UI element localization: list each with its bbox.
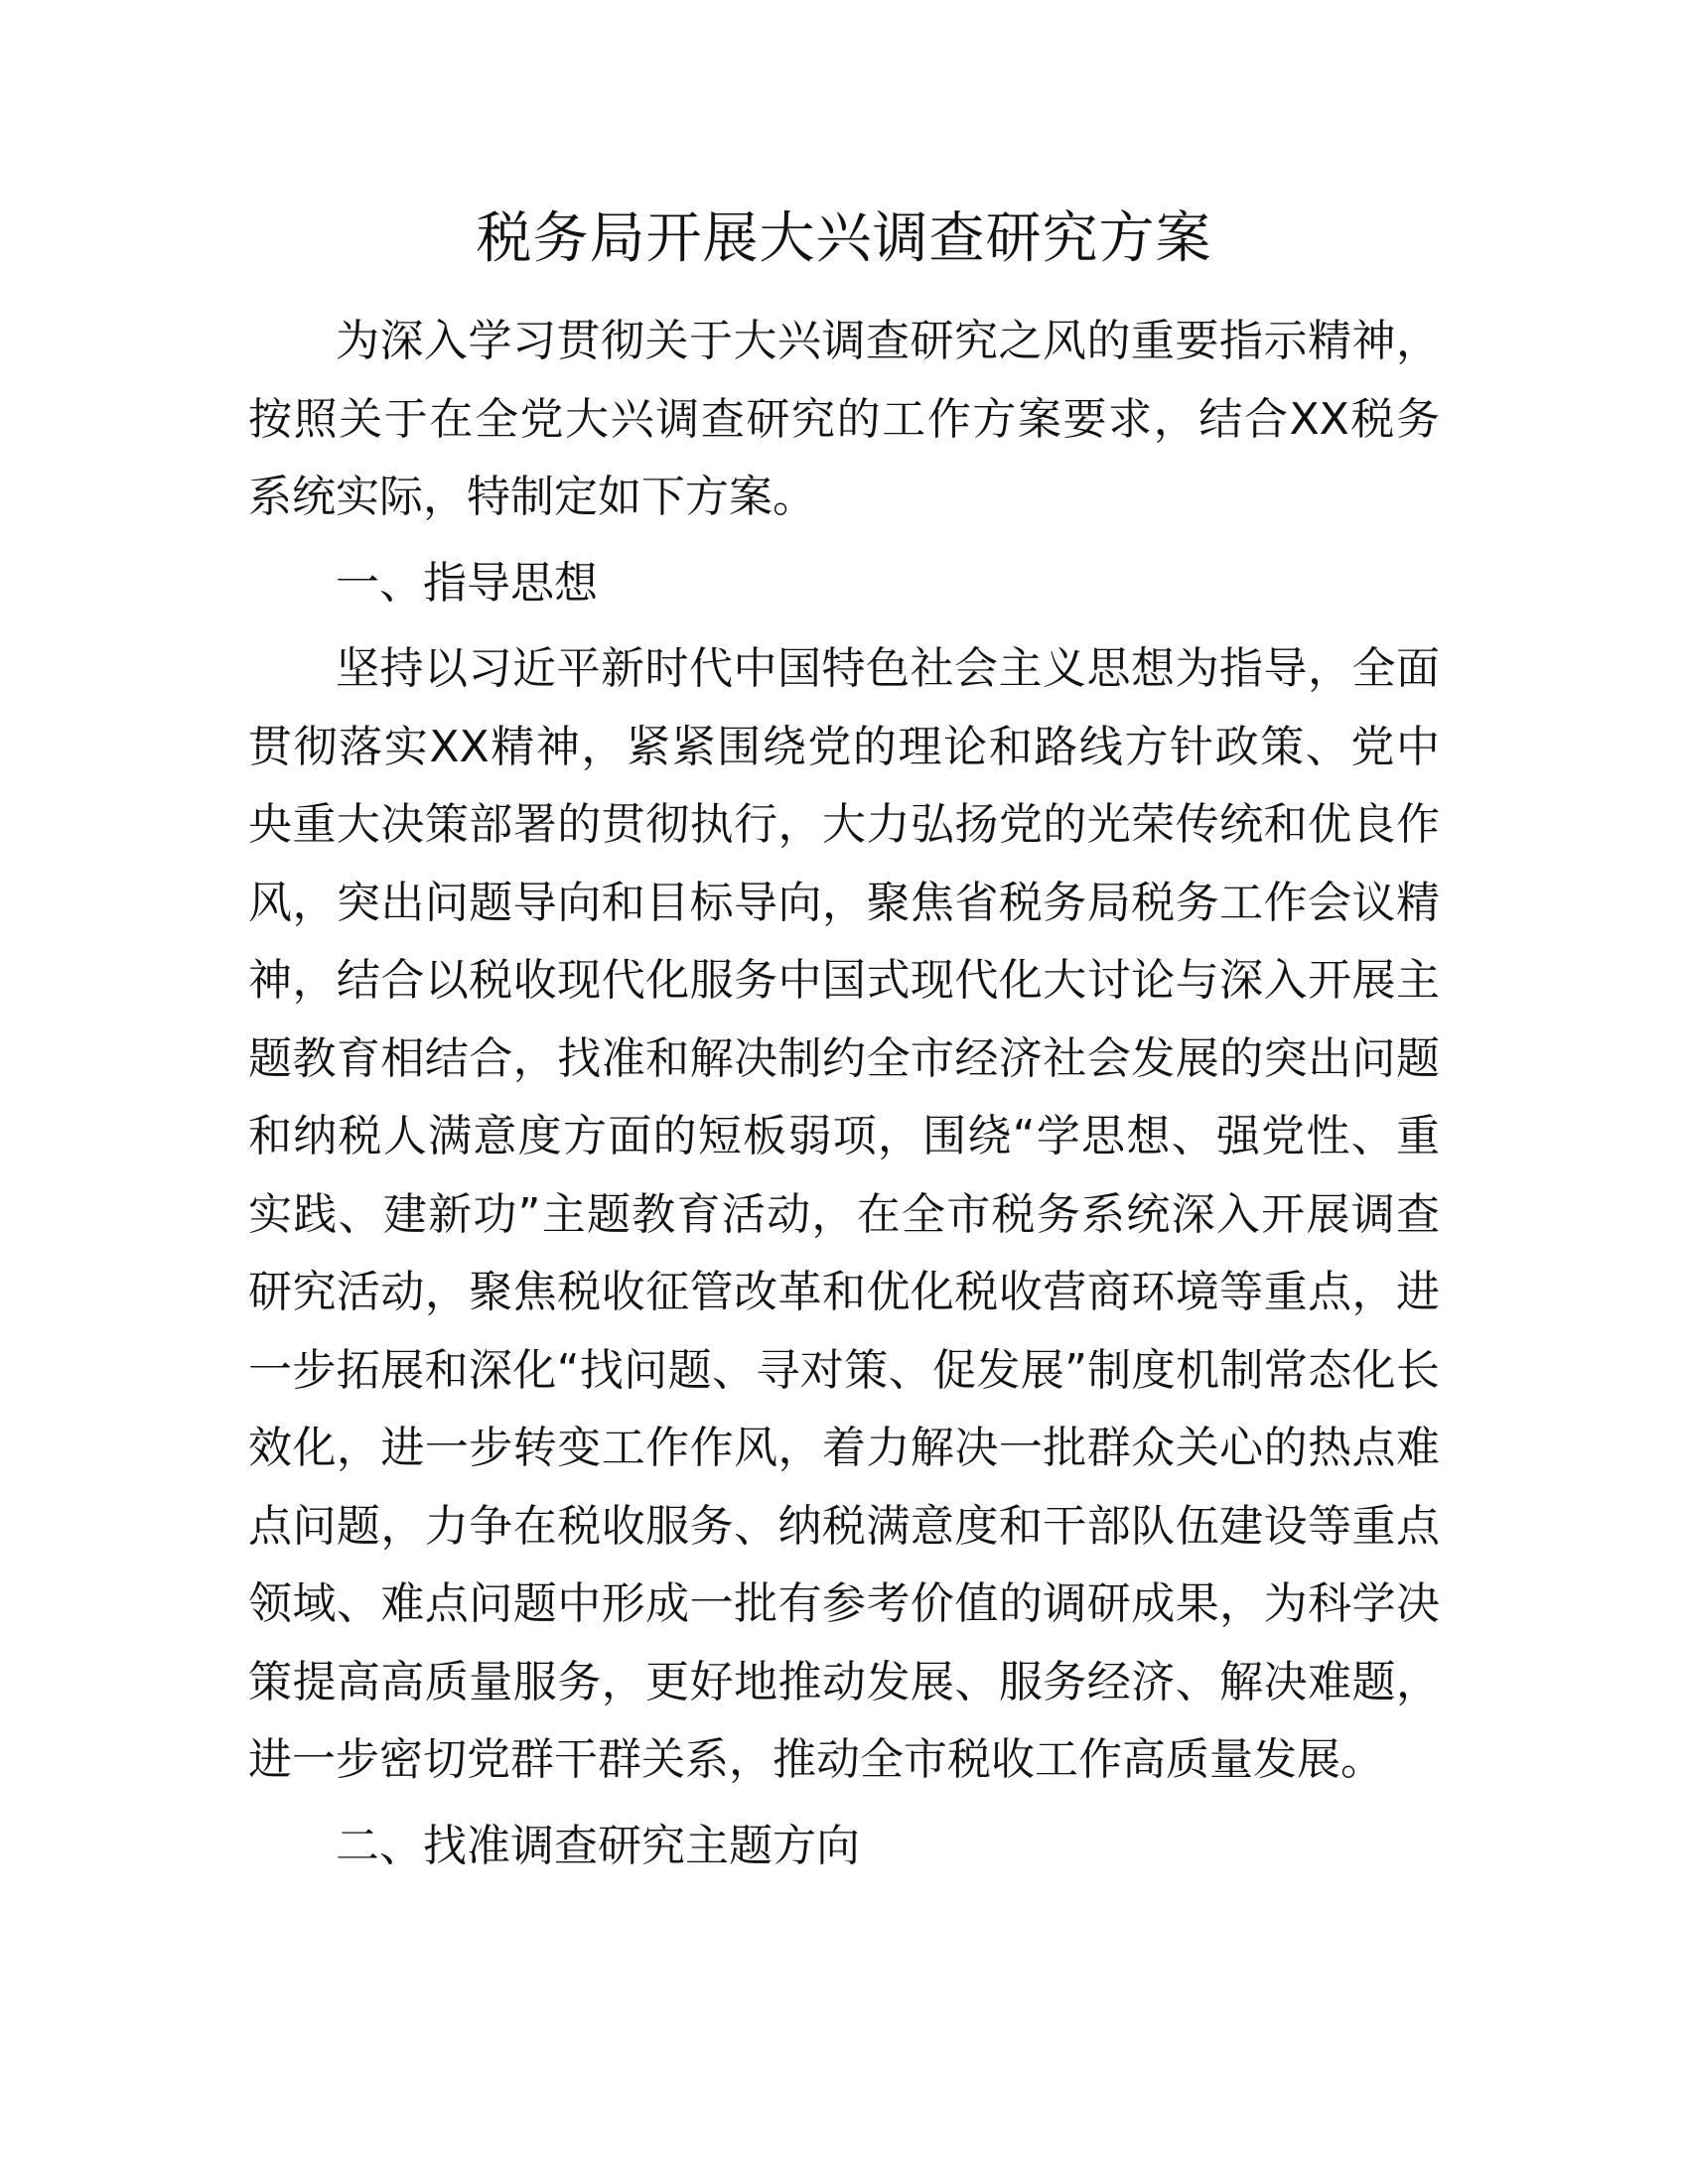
document-body bbox=[248, 303, 1440, 1893]
section-heading-guiding-ideology: 一、指导思想 bbox=[336, 557, 598, 609]
document-title: 税务局开展大兴调查研究方案 bbox=[476, 206, 1212, 271]
guiding-ideology-paragraph: 坚持以习近平新时代中国特色社会主义思想为指导，全面贯彻落实XX精神，紧紧围绕党的理论和路线方针政策、党中央重大决策部署的贯彻执行，大力弘扬党的光荣传统和优良作风，突出问题导向和目标导向，聚焦省税务局税务工作会议精神，结合以税收现代化服务中国式现代化大讨论与深入开展主题教育相结合，找准和解决制约全市经济社会发展的突出问题和纳税人满意度方面的短板弱项，围绕“学思想、强党性、重实践、建新功”主题教育活动，在全市税务系统深入开展调查研究活动，聚焦税收征管改革和优化税收营商环境等重点，进一步拓展和深化“找问题、寻对策、促发展”制度机制常态化长效化，进一步转变工作作风，着力解决一批群众关心的热点难点问题，力争在税收服务、纳税满意度和干部队伍建设等重点领域、难点问题中形成一批有参考价值的调研成果，为科学决策提高高质量服务，更好地推动发展、服务经济、解决难题，进一步密切党群干群关系，推动全市税收工作高质量发展。 bbox=[248, 643, 1440, 1785]
intro-paragraph: 为深入学习贯彻关于大兴调查研究之风的重要指示精神，按照关于在全党大兴调查研究的工作方案要求，结合XX税务系统实际，特制定如下方案。 bbox=[248, 316, 1440, 522]
section-heading-research-themes: 二、找准调查研究主题方向 bbox=[336, 1820, 860, 1871]
